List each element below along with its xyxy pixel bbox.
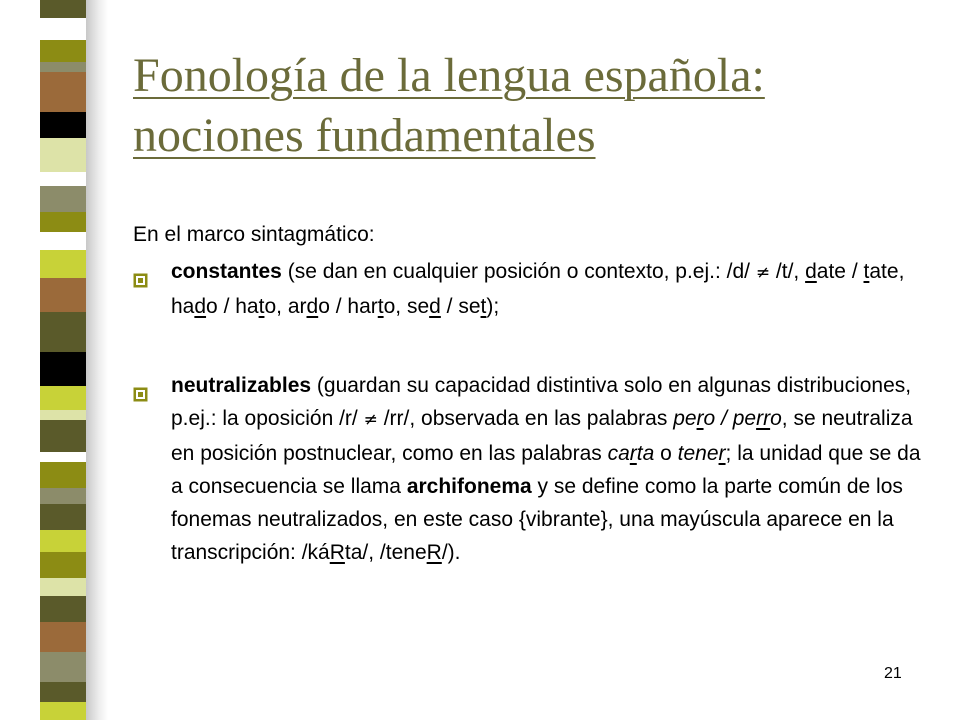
- bullet-text: [171, 255, 923, 323]
- text-fragment: ta: [636, 442, 655, 465]
- example-word-carta: [608, 442, 655, 465]
- underlined-letter: r: [696, 407, 704, 430]
- strip-block: [40, 232, 86, 250]
- text-fragment: );: [486, 295, 500, 318]
- underlined-letter: R: [426, 541, 442, 564]
- underlined-letter: t: [480, 295, 487, 318]
- text-fragment: ; la unidad que se da a consecuencia se llama: [171, 442, 921, 498]
- underlined-letter: d: [306, 295, 319, 318]
- strip-block: [40, 250, 86, 278]
- strip-block: [40, 504, 86, 530]
- text-fragment: ca: [607, 442, 630, 465]
- strip-block: [40, 186, 86, 212]
- text-fragment: o: [703, 407, 716, 430]
- slide-title-line-1: Fonología de la lengua española:: [133, 49, 765, 102]
- text-fragment: y se define como la parte común de los fonemas neutralizados, en este caso {vibrante}, una mayúscula aparece en la transcripción: /ká: [171, 475, 903, 564]
- text-fragment: /: [440, 295, 459, 318]
- slide-title: [133, 46, 933, 166]
- strip-block: [40, 682, 86, 702]
- strip-block: [40, 452, 86, 462]
- decorative-shadow-spine: [86, 0, 108, 720]
- text-fragment: ar: [287, 295, 307, 318]
- text-fragment: /: [329, 295, 348, 318]
- underlined-letter: d: [194, 295, 207, 318]
- text-fragment: pe: [673, 407, 697, 430]
- text-fragment: o: [264, 295, 277, 318]
- underlined-letter: d: [805, 260, 817, 283]
- decorative-color-strip: [40, 0, 86, 720]
- underlined-letter: R: [329, 541, 345, 564]
- term-archifonema: archifonema: [406, 475, 532, 498]
- text-fragment: har: [347, 295, 378, 318]
- strip-block: [40, 488, 86, 504]
- bullet-item-constantes: [133, 255, 923, 323]
- strip-block: [40, 62, 86, 72]
- strip-block: [40, 552, 86, 578]
- not-equal-symbol: ≠: [755, 263, 771, 283]
- strip-block: [40, 596, 86, 622]
- strip-block: [40, 578, 86, 596]
- intro-text: En el marco sintagmático:: [133, 223, 375, 246]
- text-fragment: /: [217, 295, 236, 318]
- text-fragment: tene: [677, 442, 719, 465]
- text-fragment: o: [654, 442, 678, 465]
- underlined-letter: d: [429, 295, 441, 318]
- underlined-letter: t: [377, 295, 384, 318]
- strip-block: [40, 352, 86, 386]
- underlined-letter: r: [629, 442, 637, 465]
- strip-block: [40, 40, 86, 62]
- text-fragment: o: [770, 407, 782, 430]
- underlined-letter: t: [258, 295, 265, 318]
- underlined-letter: t: [863, 260, 870, 283]
- strip-block: [40, 212, 86, 232]
- bullet-text: [171, 369, 923, 569]
- text-fragment: o: [383, 295, 396, 318]
- bullet-item-neutralizables: [133, 369, 923, 569]
- text-fragment: ,: [395, 295, 407, 318]
- text-fragment: ta/, /tene: [344, 541, 427, 564]
- text-fragment: /: [846, 260, 864, 283]
- strip-block: [40, 420, 86, 452]
- text-fragment: (guardan su capacidad distintiva solo en algunas distribuciones, p.ej.: la oposición /r/: [171, 374, 912, 430]
- text-fragment: (se dan en cualquier posición o contexto, p.ej.: /d/: [281, 260, 756, 283]
- text-fragment: , se neutraliza en posición postnuclear, como en las palabras: [171, 407, 913, 465]
- strip-block: [40, 138, 86, 172]
- text-fragment: ate: [816, 260, 846, 283]
- strip-block: [40, 652, 86, 682]
- strip-block: [40, 172, 86, 186]
- text-fragment: o: [318, 295, 330, 318]
- text-fragment: /rr/, observada en las palabras: [377, 407, 674, 430]
- strip-block: [40, 386, 86, 410]
- slide-title-line-2: nociones fundamentales: [133, 109, 596, 162]
- term-constantes: constantes: [171, 260, 282, 283]
- text-fragment: ha: [171, 295, 195, 318]
- text-fragment: ate: [869, 260, 899, 283]
- not-equal-symbol: ≠: [363, 410, 378, 430]
- bullet-square-icon: [133, 379, 148, 394]
- strip-block: [40, 410, 86, 420]
- example-words-pero-perro: [673, 407, 782, 430]
- text-fragment: ha: [235, 295, 259, 318]
- text-fragment: ,: [898, 260, 905, 283]
- strip-block: [40, 112, 86, 138]
- text-fragment: se: [406, 295, 430, 318]
- text-fragment: se: [458, 295, 481, 318]
- strip-block: [40, 0, 86, 18]
- text-fragment: pe: [732, 407, 757, 430]
- text-fragment: ,: [276, 295, 288, 318]
- example-word-tener: [678, 442, 726, 465]
- underlined-letter: rr: [756, 407, 771, 430]
- text-fragment: o: [206, 295, 218, 318]
- strip-block: [40, 312, 86, 352]
- strip-block: [40, 702, 86, 720]
- strip-block: [40, 278, 86, 312]
- text-fragment: /).: [441, 541, 461, 564]
- strip-block: [40, 462, 86, 488]
- strip-block: [40, 18, 86, 40]
- text-fragment: /t/,: [770, 260, 806, 283]
- strip-block: [40, 622, 86, 652]
- text-fragment: /: [715, 407, 733, 430]
- strip-block: [40, 530, 86, 552]
- term-neutralizables: neutralizables: [171, 374, 312, 397]
- strip-block: [40, 72, 86, 112]
- bullet-square-icon: [133, 265, 148, 280]
- underlined-letter: r: [718, 442, 726, 465]
- page-number: 21: [884, 665, 902, 682]
